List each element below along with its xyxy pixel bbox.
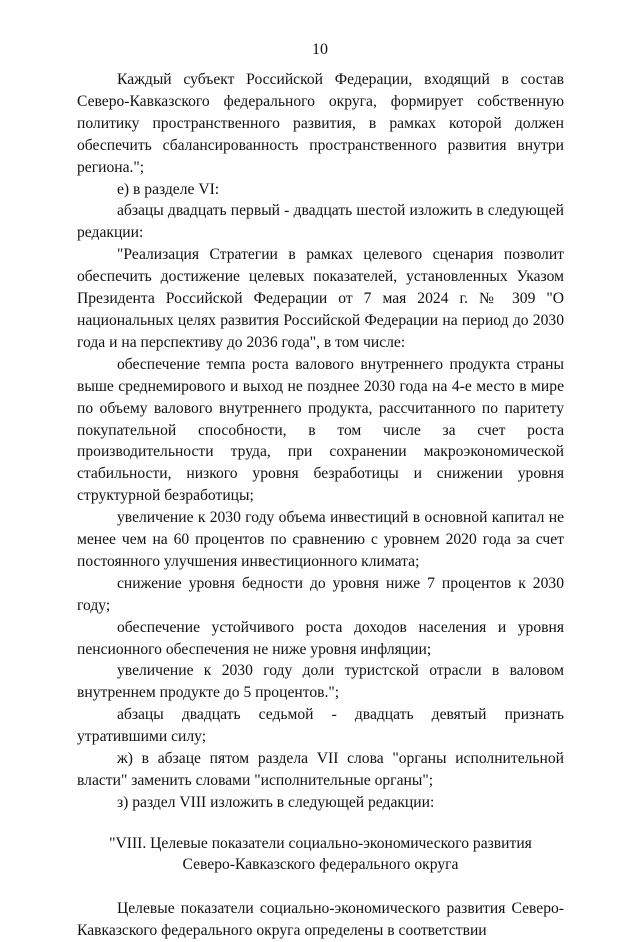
paragraph-section-viii: з) раздел VIII изложить в следующей редакции:: [117, 793, 435, 811]
paragraph-section-vii: ж) в абзаце пятом раздела VII слова "органы исполнительной власти" заменить словами "исполнительные органы";: [77, 750, 564, 789]
paragraph-investment-growth: увеличение к 2030 году объема инвестиций в основной капитал не менее чем на 60 процентов по сравнению с уровнем 2020 года за счет постоянного улучшения инвестиционного климата;: [77, 509, 564, 570]
spacer: [77, 876, 564, 898]
paragraph-repeal: абзацы двадцать седьмой - двадцать девятый признать утратившими силу;: [77, 706, 564, 746]
paragraph-section-vi: е) в разделе VI:: [117, 180, 220, 198]
paragraph-poverty-reduction: снижение уровня бедности до уровня ниже 7 процентов к 2030 году;: [77, 574, 564, 614]
section-heading-line-2: Северо-Кавказского федерального округа: [182, 856, 459, 874]
document-body: [77, 69, 564, 942]
paragraph-gdp-growth: обеспечение темпа роста валового внутреннего продукта страны выше среднемирового и выход не позднее 2030 года на 4-е место в мире по объему валового внутреннего продукта, рассчитанного по паритету покупательной способности, в том числе за счет роста производительности труда, при сохранении макроэкономической стабильности, низкого уровня безработицы и снижении уровня структурной безработицы;: [77, 355, 564, 505]
paragraph-regional-policy: Каждый субъект Российской Федерации, входящий в состав Северо-Кавказского федерального округа, формирует собственную политику пространственного развития, в рамках которой должен обеспечить сбалансированность пространственного развития внутри региона.";: [77, 71, 564, 176]
paragraph-amend-instruction: абзацы двадцать первый - двадцать шестой изложить в следующей редакции:: [77, 202, 564, 242]
paragraph-target-indicators: Целевые показатели социально-экономического развития Северо-Кавказского федерального округа определены в соответствии: [77, 899, 564, 939]
section-heading-line-1: "VIII. Целевые показатели социально-экономического развития: [109, 834, 532, 852]
paragraph-income-growth: обеспечение устойчивого роста доходов населения и уровня пенсионного обеспечения не ниже уровня инфляции;: [77, 618, 564, 658]
spacer: [77, 814, 564, 833]
page-number: 10: [312, 41, 328, 58]
paragraph-strategy-implementation: "Реализация Стратегии в рамках целевого сценария позволит обеспечить достижение целевых показателей, установленных Указом Президента Российской Федерации от 7 мая 2024 г. № 309 "О национальных целях развития Российской Федерации на период до 2030 года и на перспективу до 2036 года", в том числе:: [77, 246, 564, 351]
paragraph-tourism-share: увеличение к 2030 году доли туристской отрасли в валовом внутреннем продукте до 5 процентов.";: [77, 662, 564, 702]
